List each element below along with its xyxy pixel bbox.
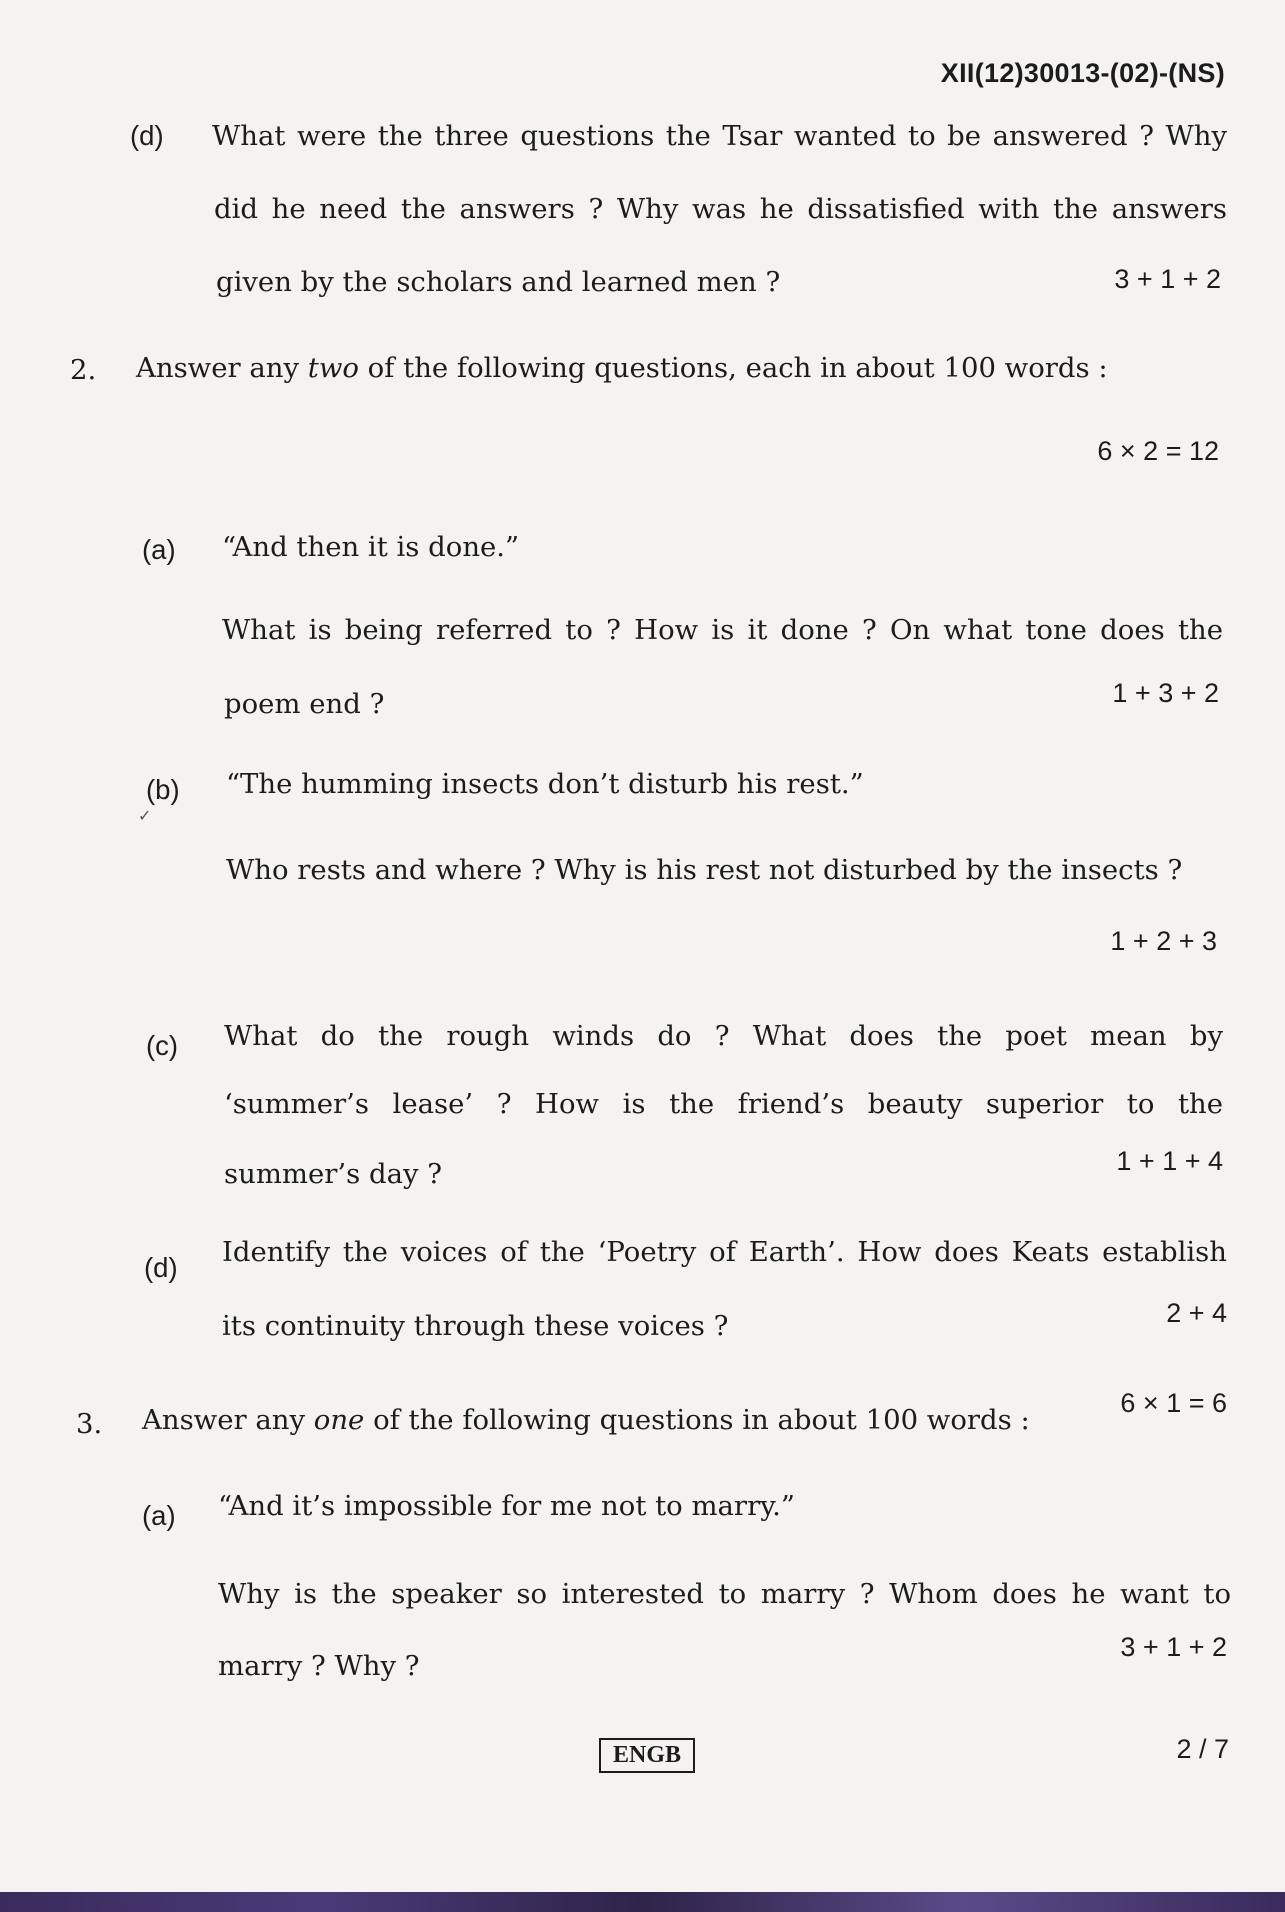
q2-instruction — [136, 352, 1108, 385]
q2d-line2: its continuity through these voices ? — [222, 1310, 729, 1342]
q3-instruction — [142, 1404, 1030, 1437]
q1d-line2: did he need the answers ? Why was he dissatisfied with the answers — [214, 193, 1227, 225]
q3-instruction-pre: Answer any — [142, 1404, 314, 1436]
q1d-line1: What were the three questions the Tsar wanted to be answered ? Why — [212, 120, 1227, 152]
paper-code: XII(12)30013-(02)-(NS) — [940, 58, 1225, 88]
q1d-line3: given by the scholars and learned men ? — [216, 266, 781, 298]
q3a-line1: Why is the speaker so interested to marry ? Whom does he want to — [218, 1578, 1231, 1610]
q3-number: 3. — [76, 1408, 103, 1440]
q3-instruction-emphasis: one — [313, 1404, 365, 1436]
q2c-line1: What do the rough winds do ? What does the poet mean by — [224, 1020, 1223, 1052]
tick-mark-icon: ✓ — [138, 806, 152, 825]
q2c-line3: summer’s day ? — [224, 1158, 443, 1190]
q2a-line2: poem end ? — [224, 688, 385, 720]
q3a-line2: marry ? Why ? — [218, 1650, 420, 1682]
q3a-marks: 3 + 1 + 2 — [1120, 1632, 1227, 1662]
q2a-marks: 1 + 3 + 2 — [1112, 678, 1219, 708]
q2-instruction-emphasis: two — [307, 352, 359, 384]
q3-instruction-post: of the following questions in about 100 words : — [364, 1404, 1030, 1436]
q2c-label: (c) — [146, 1030, 179, 1061]
q2a-quote: “And then it is done.” — [222, 531, 520, 563]
page-number: 2 / 7 — [1176, 1734, 1229, 1764]
q2b-label: (b) — [146, 774, 180, 805]
q2d-marks: 2 + 4 — [1166, 1298, 1227, 1328]
q2d-label: (d) — [144, 1252, 178, 1283]
q2-instruction-post: of the following questions, each in about 100 words : — [358, 352, 1108, 384]
q2b-line1: Who rests and where ? Why is his rest not disturbed by the insects ? — [226, 854, 1183, 886]
q2b-quote: “The humming insects don’t disturb his rest.” — [226, 768, 864, 800]
q2b-marks: 1 + 2 + 3 — [1110, 926, 1217, 956]
q3a-label: (a) — [142, 1500, 176, 1531]
subject-code-box: ENGB — [599, 1738, 695, 1773]
q2a-label: (a) — [142, 534, 176, 565]
q2-number: 2. — [70, 354, 97, 386]
q2c-line2: ‘summer’s lease’ ? How is the friend’s beauty superior to the — [224, 1088, 1223, 1120]
q3a-quote: “And it’s impossible for me not to marry.” — [218, 1490, 795, 1522]
q1d-label: (d) — [130, 120, 164, 151]
q3-marks: 6 × 1 = 6 — [1120, 1388, 1227, 1418]
q2c-marks: 1 + 1 + 4 — [1116, 1146, 1223, 1176]
q2-instruction-pre: Answer any — [136, 352, 308, 384]
q2-marks: 6 × 2 = 12 — [1097, 436, 1219, 466]
background-strip — [0, 1892, 1285, 1912]
q2a-line1: What is being referred to ? How is it done ? On what tone does the — [222, 614, 1223, 646]
q2d-line1: Identify the voices of the ‘Poetry of Earth’. How does Keats establish — [222, 1236, 1227, 1268]
q1d-marks: 3 + 1 + 2 — [1114, 264, 1221, 294]
